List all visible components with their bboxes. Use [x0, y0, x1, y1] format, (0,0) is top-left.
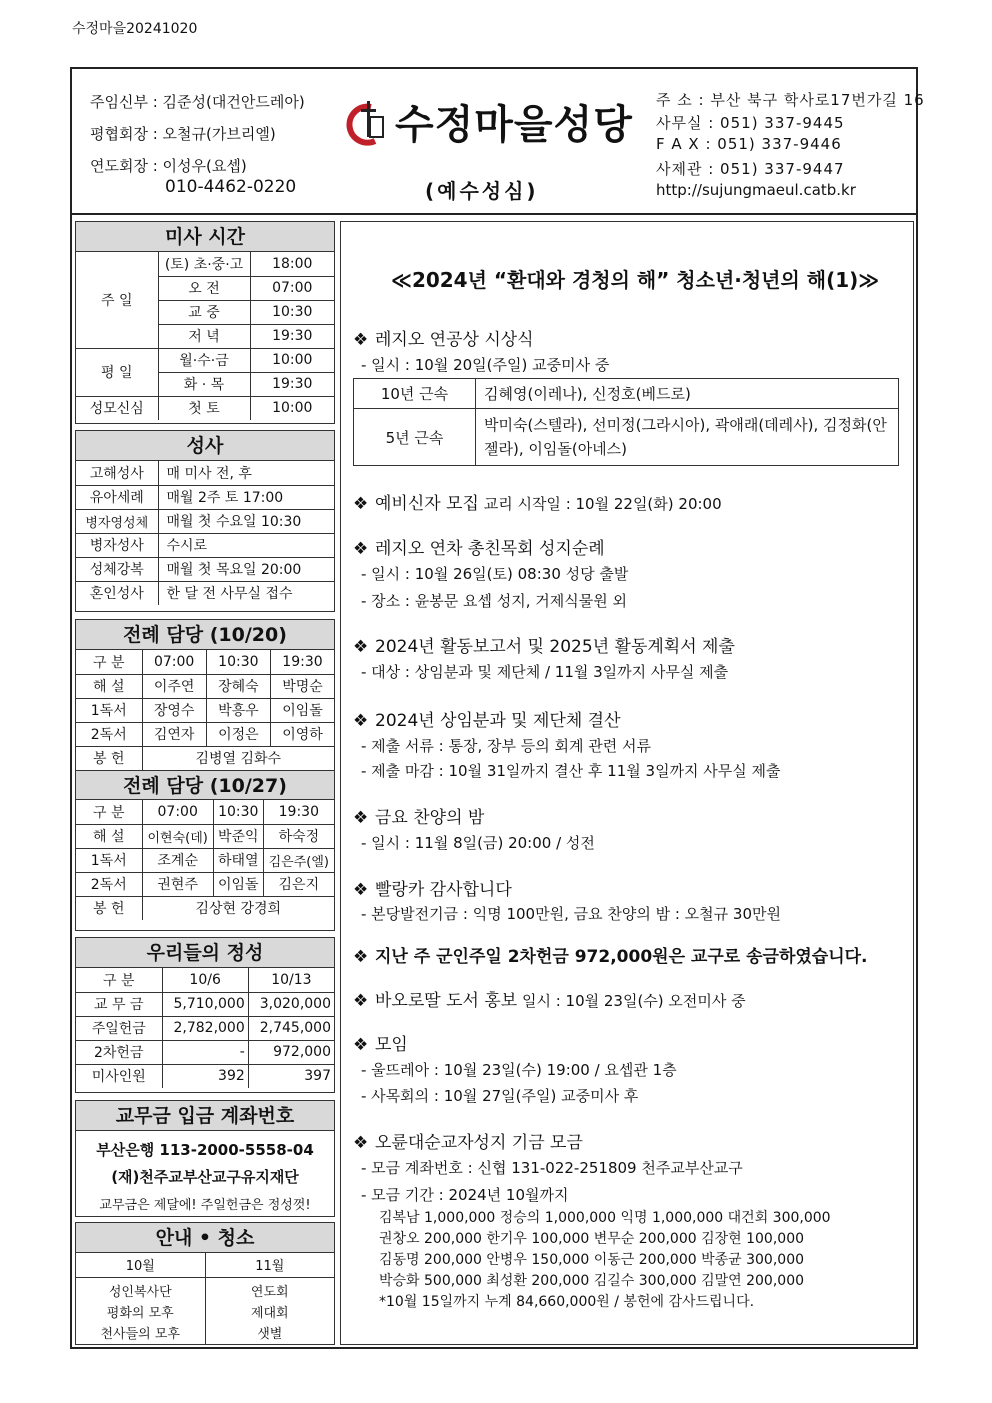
offering-value: 2,745,000 [248, 1016, 334, 1040]
notice-catechumen [353, 489, 722, 514]
liturgy-title-2: 전례 담당 (10/27) [76, 770, 334, 800]
liturgy-head: 구 분 [76, 800, 142, 824]
cleaning-group: 샛별 [257, 1326, 283, 1342]
notice-line: - 일시 : 11월 8일(금) 20:00 / 성전 [361, 834, 595, 852]
liturgy-head: 10:30 [206, 650, 270, 674]
notice-line: - 대상 : 상임분과 및 제단체 / 11월 3일까지 사무실 제출 [361, 663, 729, 681]
offerings-head: 10/6 [162, 968, 248, 992]
diamond-icon: ❖ [353, 991, 369, 1011]
council-president: 평협회장 : 오철규(가브리엘) [90, 125, 276, 143]
notice-title: 레지오 연공상 시상식 [375, 330, 534, 350]
donor-line: 박승화 500,000 최성환 200,000 김길수 300,000 김말연 200,000 [379, 1273, 805, 1289]
notice-fundraising [353, 1128, 583, 1153]
donor-line: 김동명 200,000 안병우 150,000 이동근 200,000 박종균 300,000 [379, 1252, 805, 1268]
notice-title: 레지오 연차 총친목회 성지순례 [375, 539, 605, 559]
offering-names: 김병열 김화수 [142, 746, 334, 770]
liturgy-cell: 김은지 [263, 872, 334, 896]
liturgy-cell: 장혜숙 [206, 674, 270, 698]
notice-title: 빨랑카 감사합니다 [375, 880, 512, 900]
account-note: 교무금은 제달에! 주일헌금은 정성껏! [99, 1198, 311, 1213]
notice-title: 예비신자 모집 [375, 494, 479, 514]
donation-total: *10월 15일까지 누계 84,660,000원 / 봉헌에 감사드립니다. [379, 1294, 755, 1310]
cleaning-month: 11월 [205, 1253, 334, 1277]
donor-line: 김복남 1,000,000 정승의 1,000,000 익명 1,000,000 대건회 300,000 [379, 1210, 831, 1226]
offering-value: 3,020,000 [248, 992, 334, 1016]
notices-main-title: ≪2024년 “환대와 경청의 해” 청소년·청년의 해(1)≫ [391, 268, 880, 292]
mass-time: 07:00 [250, 276, 334, 300]
sacrament-info: 한 달 전 사무실 접수 [158, 581, 334, 605]
award-category: 10년 근속 [354, 379, 476, 409]
notice-praise-night [353, 803, 484, 828]
diamond-icon: ❖ [353, 1035, 369, 1055]
liturgy-cell: 권현주 [142, 872, 213, 896]
sacrament-info: 매 미사 전, 후 [158, 461, 334, 485]
mass-time: 18:00 [250, 252, 334, 276]
liturgy-role: 봉 헌 [76, 896, 142, 920]
liturgy-head: 19:30 [263, 800, 334, 824]
diamond-icon: ❖ [353, 494, 369, 514]
pastor: 주임신부 : 김준성(대건안드레아) [90, 93, 305, 111]
marian-label: 성모신심 [76, 396, 158, 420]
liturgy-cell: 하숙정 [263, 824, 334, 848]
notice-title: 지난 주 군인주일 2차헌금 972,000원은 교구로 송금하였습니다. [375, 947, 868, 967]
offerings-box [75, 937, 335, 1093]
diamond-icon: ❖ [353, 711, 369, 731]
account-holder: (재)천주교부산교구유지재단 [111, 1168, 299, 1186]
notice-line: - 모금 계좌번호 : 신협 131-022-251809 천주교부산교구 [361, 1159, 743, 1177]
cleaning-group: 평화의 모후 [106, 1305, 174, 1321]
cleaning-title: 안내 • 청소 [76, 1223, 334, 1253]
notice-title: 2024년 상임분과 및 제단체 결산 [375, 711, 621, 731]
liturgy-cell: 이정은 [206, 722, 270, 746]
award-names: 김혜영(이레나), 신정호(베드로) [476, 379, 899, 409]
sacrament-info: 매월 첫 수요일 10:30 [158, 509, 334, 533]
website-link[interactable]: http://sujungmaeul.catb.kr [656, 181, 856, 199]
notice-pilgrimage [353, 534, 605, 559]
notice-activity-report [353, 632, 735, 657]
notice-thanks [353, 875, 512, 900]
cleaning-group: 제대회 [250, 1305, 289, 1321]
offering-type: 주일헌금 [76, 1016, 162, 1040]
notice-title: 금요 찬양의 밤 [375, 808, 485, 828]
liturgy-cell: 김연자 [142, 722, 206, 746]
motto: (예수성심) [425, 179, 539, 203]
diamond-icon: ❖ [353, 880, 369, 900]
notice-book-promo [353, 986, 746, 1011]
offering-value: 392 [162, 1064, 248, 1088]
liturgy-cell: 박흥우 [206, 698, 270, 722]
liturgy-cell: 하태열 [213, 848, 263, 872]
mass-name: 저 녁 [158, 324, 250, 348]
mass-time: 10:00 [250, 396, 334, 420]
weekday-label: 평 일 [76, 348, 158, 396]
mass-times-table [76, 252, 334, 420]
offering-value: 972,000 [248, 1040, 334, 1064]
sacrament-name: 병자성사 [76, 533, 158, 557]
bank-account: 부산은행 113-2000-5558-04 [96, 1141, 314, 1159]
sacraments-title: 성사 [76, 431, 334, 461]
sacrament-info: 수시로 [158, 533, 334, 557]
mass-name: 화 · 목 [158, 372, 250, 396]
notice-title: 바오로딸 도서 홍보 [375, 991, 518, 1011]
mass-times-title: 미사 시간 [76, 222, 334, 252]
notice-line: - 제출 마감 : 10월 31일까지 결산 후 11월 3일까지 사무실 제출 [361, 762, 781, 780]
notice-line: - 장소 : 윤봉문 요셉 성지, 거제식물원 외 [361, 592, 627, 610]
award-names: 박미숙(스텔라), 선미정(그라시아), 곽애래(데레사), 김정화(안젤라), 이임돌(아네스) [476, 409, 899, 466]
liturgy-head: 07:00 [142, 650, 206, 674]
sacrament-info: 매월 2주 토 17:00 [158, 485, 334, 509]
rectory-phone: 사제관 : 051) 337-9447 [656, 160, 845, 178]
cleaning-group: 천사들의 모후 [100, 1326, 180, 1342]
liturgy-cell: 이임돌 [270, 698, 334, 722]
notice-title: 2024년 활동보고서 및 2025년 활동계획서 제출 [375, 637, 735, 657]
sacrament-name: 고해성사 [76, 461, 158, 485]
offerings-head: 구 분 [76, 968, 162, 992]
award-table [353, 378, 899, 466]
liturgy-role: 1독서 [76, 698, 142, 722]
document-id: 수정마을20241020 [72, 21, 198, 37]
liturgy-cell: 장영수 [142, 698, 206, 722]
mass-name: 오 전 [158, 276, 250, 300]
liturgy-head: 19:30 [270, 650, 334, 674]
offering-value: 5,710,000 [162, 992, 248, 1016]
notice-line: - 일시 : 10월 20일(주일) 교중미사 중 [361, 356, 610, 374]
notice-title: 모임 [375, 1035, 408, 1055]
sacraments-table [76, 461, 334, 605]
offering-value: 2,782,000 [162, 1016, 248, 1040]
offering-names: 김상현 강경희 [142, 896, 334, 920]
notice-regio-award [353, 325, 534, 350]
cleaning-month: 10월 [76, 1253, 205, 1277]
liturgy-cell: 이현숙(데) [142, 824, 213, 848]
offering-value: - [162, 1040, 248, 1064]
elders-phone: 010-4462-0220 [165, 177, 297, 197]
liturgy-role: 해 설 [76, 674, 142, 698]
notice-line: - 일시 : 10월 26일(토) 08:30 성당 출발 [361, 565, 629, 583]
liturgy-cell: 이임돌 [213, 872, 263, 896]
liturgy-box [75, 619, 335, 931]
notice-line: - 사목회의 : 10월 27일(주일) 교중미사 후 [361, 1087, 639, 1105]
liturgy-head: 10:30 [213, 800, 263, 824]
award-category: 5년 근속 [354, 409, 476, 466]
notice-detail: 일시 : 10월 23일(수) 오전미사 중 [517, 992, 746, 1010]
liturgy-cell: 조계순 [142, 848, 213, 872]
office-phone: 사무실 : 051) 337-9445 [656, 114, 845, 132]
sacrament-name: 성체강복 [76, 557, 158, 581]
diamond-icon: ❖ [353, 1133, 369, 1153]
diamond-icon: ❖ [353, 808, 369, 828]
offerings-head: 10/13 [248, 968, 334, 992]
notice-meetings [353, 1030, 408, 1055]
mass-time: 19:30 [250, 324, 334, 348]
notice-second-collection [353, 942, 868, 967]
sacraments-box [75, 430, 335, 612]
notice-line: - 모금 기간 : 2024년 10월까지 [361, 1186, 569, 1204]
diamond-icon: ❖ [353, 330, 369, 350]
diamond-icon: ❖ [353, 947, 369, 967]
liturgy-head: 구 분 [76, 650, 142, 674]
mass-time: 10:30 [250, 300, 334, 324]
liturgy-cell: 김은주(엘) [263, 848, 334, 872]
header [70, 67, 925, 215]
diamond-icon: ❖ [353, 539, 369, 559]
mass-time: 19:30 [250, 372, 334, 396]
liturgy-cell: 박준익 [213, 824, 263, 848]
liturgy-cell: 박명순 [270, 674, 334, 698]
offerings-table [76, 968, 334, 1088]
sacrament-name: 유아세례 [76, 485, 158, 509]
cleaning-group: 연도회 [250, 1284, 289, 1300]
offerings-title: 우리들의 정성 [76, 938, 334, 968]
donor-line: 권창오 200,000 한기우 100,000 변무순 200,000 김장현 100,000 [379, 1231, 805, 1247]
liturgy-role: 2독서 [76, 872, 142, 896]
notice-title: 오륜대순교자성지 기금 모금 [375, 1133, 583, 1153]
notices-panel [340, 221, 914, 1345]
account-title: 교무금 입금 계좌번호 [76, 1101, 334, 1131]
mass-times-box [75, 221, 335, 424]
liturgy-table-2 [76, 800, 334, 920]
sacrament-info: 매월 첫 목요일 20:00 [158, 557, 334, 581]
notice-line: - 본당발전기금 : 익명 100만원, 금요 찬양의 밤 : 오철규 30만원 [361, 905, 781, 923]
mass-time: 10:00 [250, 348, 334, 372]
mass-name: (토) 초·중·고 [158, 252, 250, 276]
church-logo-icon [345, 97, 391, 147]
account-box [75, 1100, 335, 1217]
notice-detail: 교리 시작일 : 10월 22일(화) 20:00 [478, 495, 722, 513]
liturgy-cell: 이주연 [142, 674, 206, 698]
mass-name: 교 중 [158, 300, 250, 324]
liturgy-role: 2독서 [76, 722, 142, 746]
liturgy-role: 1독서 [76, 848, 142, 872]
notice-line: - 울뜨레아 : 10월 23일(수) 19:00 / 요셉관 1층 [361, 1061, 677, 1079]
cleaning-box [75, 1222, 335, 1345]
church-name: 수정마을성당 [395, 102, 633, 148]
liturgy-head: 07:00 [142, 800, 213, 824]
sacrament-name: 혼인성사 [76, 581, 158, 605]
liturgy-cell: 이영하 [270, 722, 334, 746]
liturgy-table-1 [76, 650, 334, 770]
address: 주 소 : 부산 북구 학사로17번가길 16 [656, 91, 925, 109]
fax: F A X : 051) 337-9446 [656, 135, 842, 153]
elders-president: 연도회장 : 이성우(요셉) [90, 157, 247, 175]
sunday-label: 주 일 [76, 252, 158, 348]
notice-line: - 제출 서류 : 통장, 장부 등의 회계 관련 서류 [361, 737, 651, 755]
offering-type: 미사인원 [76, 1064, 162, 1088]
offering-type: 2차헌금 [76, 1040, 162, 1064]
notice-settlement [353, 706, 621, 731]
liturgy-role: 봉 헌 [76, 746, 142, 770]
offering-value: 397 [248, 1064, 334, 1088]
mass-name: 월·수·금 [158, 348, 250, 372]
offering-type: 교 무 금 [76, 992, 162, 1016]
diamond-icon: ❖ [353, 637, 369, 657]
cleaning-group: 성인복사단 [108, 1284, 172, 1300]
liturgy-title-1: 전례 담당 (10/20) [76, 620, 334, 650]
mass-name: 첫 토 [158, 396, 250, 420]
cleaning-table [76, 1253, 334, 1345]
liturgy-role: 해 설 [76, 824, 142, 848]
sacrament-name: 병자영성체 [76, 509, 158, 533]
